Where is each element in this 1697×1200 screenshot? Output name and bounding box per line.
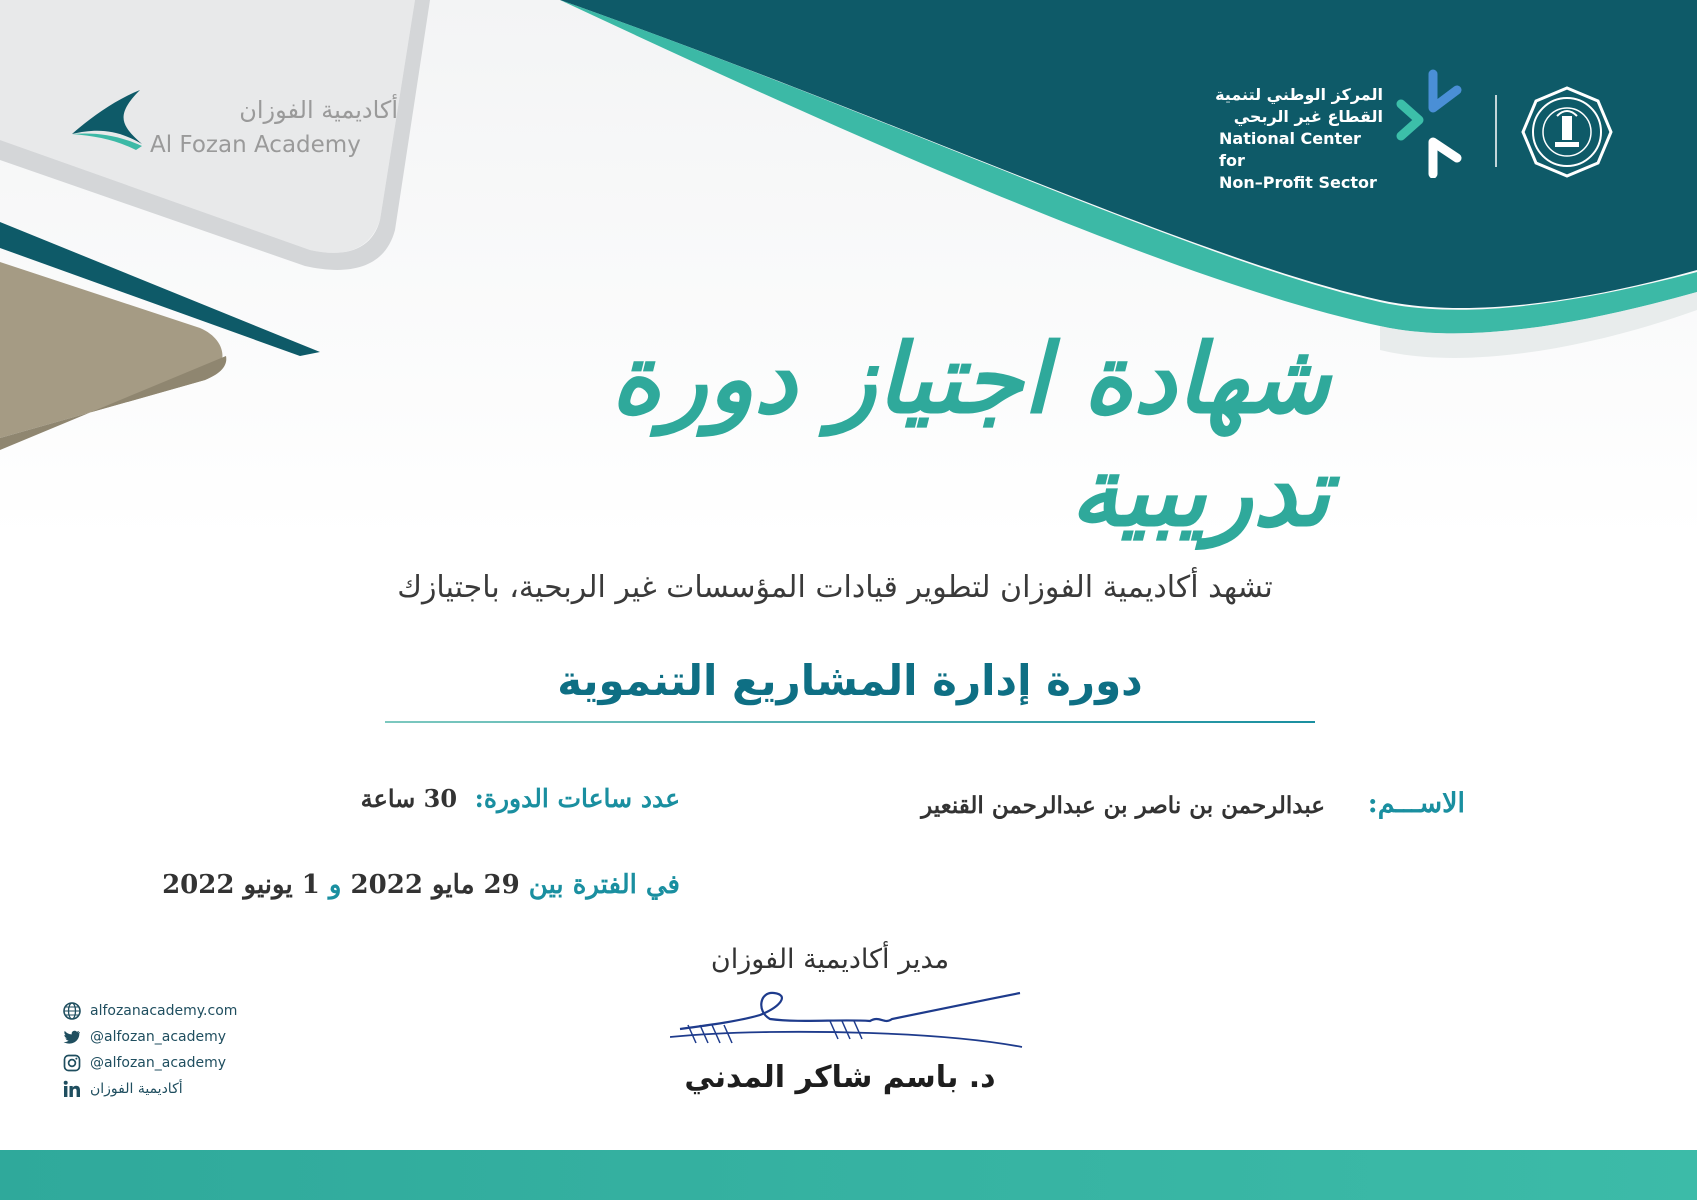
contact-instagram-text: @alfozan_academy xyxy=(90,1055,227,1071)
name-label: الاســـم: xyxy=(1367,788,1465,819)
course-name: دورة إدارة المشاريع التنموية xyxy=(557,656,1143,705)
contact-website[interactable] xyxy=(62,998,322,1024)
instagram-icon xyxy=(62,1053,82,1073)
period-end: 1 يونيو 2022 xyxy=(162,870,320,900)
partner-logo-text xyxy=(1215,84,1383,194)
period-start: 29 مايو 2022 xyxy=(350,870,520,900)
university-seal-icon xyxy=(1521,86,1613,178)
handwritten-signature xyxy=(670,985,1030,1055)
partner-arrows-icon xyxy=(1393,68,1473,178)
period-and: و xyxy=(328,870,342,900)
signer-title: مدير أكاديمية الفوزان xyxy=(710,944,950,975)
course-hours xyxy=(330,784,680,813)
academy-name-en: Al Fozan Academy xyxy=(150,132,361,158)
logo-divider xyxy=(1495,95,1497,167)
partner-name-ar-line2: القطاع غير الربحي xyxy=(1233,107,1383,126)
partner-name-en-line1: National Center for xyxy=(1219,129,1361,170)
contact-twitter-text: @alfozan_academy xyxy=(90,1029,227,1045)
contact-website-text: alfozanacademy.com xyxy=(90,1003,238,1019)
course-period xyxy=(150,870,680,900)
certificate-title-text: شهادة اجتياز دورة تدريبية xyxy=(610,322,1330,548)
contact-list xyxy=(62,998,322,1102)
contact-instagram[interactable] xyxy=(62,1050,322,1076)
academy-logo-icon xyxy=(70,86,154,166)
contact-linkedin-text: أكاديمية الفوزان xyxy=(90,1081,183,1097)
contact-linkedin[interactable] xyxy=(62,1076,322,1102)
certificate-title xyxy=(370,322,1330,548)
contact-twitter[interactable] xyxy=(62,1024,322,1050)
hours-label: عدد ساعات الدورة: xyxy=(474,784,680,813)
academy-logo xyxy=(70,82,398,172)
hours-value: 30 ساعة xyxy=(360,784,458,813)
name-value: عبدالرحمن بن ناصر بن عبدالرحمن القنعير xyxy=(921,792,1325,819)
partner-logo xyxy=(1215,84,1475,192)
partner-name-ar-line1: المركز الوطني لتنمية xyxy=(1215,85,1383,104)
certificate-intro: تشهد أكاديمية الفوزان لتطوير قيادات المؤسسات غير الربحية، باجتيازك xyxy=(397,570,1273,605)
linkedin-icon xyxy=(62,1079,82,1099)
signer-name: د. باسم شاكر المدني xyxy=(684,1060,996,1095)
globe-icon xyxy=(62,1001,82,1021)
footer-band xyxy=(0,1150,1697,1200)
academy-name-ar: أكاديمية الفوزان xyxy=(239,96,398,124)
partner-name-en-line2: Non–Profit Sector xyxy=(1219,173,1377,192)
course-underline xyxy=(385,721,1315,723)
period-prefix: في الفترة بين xyxy=(528,870,680,900)
twitter-icon xyxy=(62,1027,82,1047)
